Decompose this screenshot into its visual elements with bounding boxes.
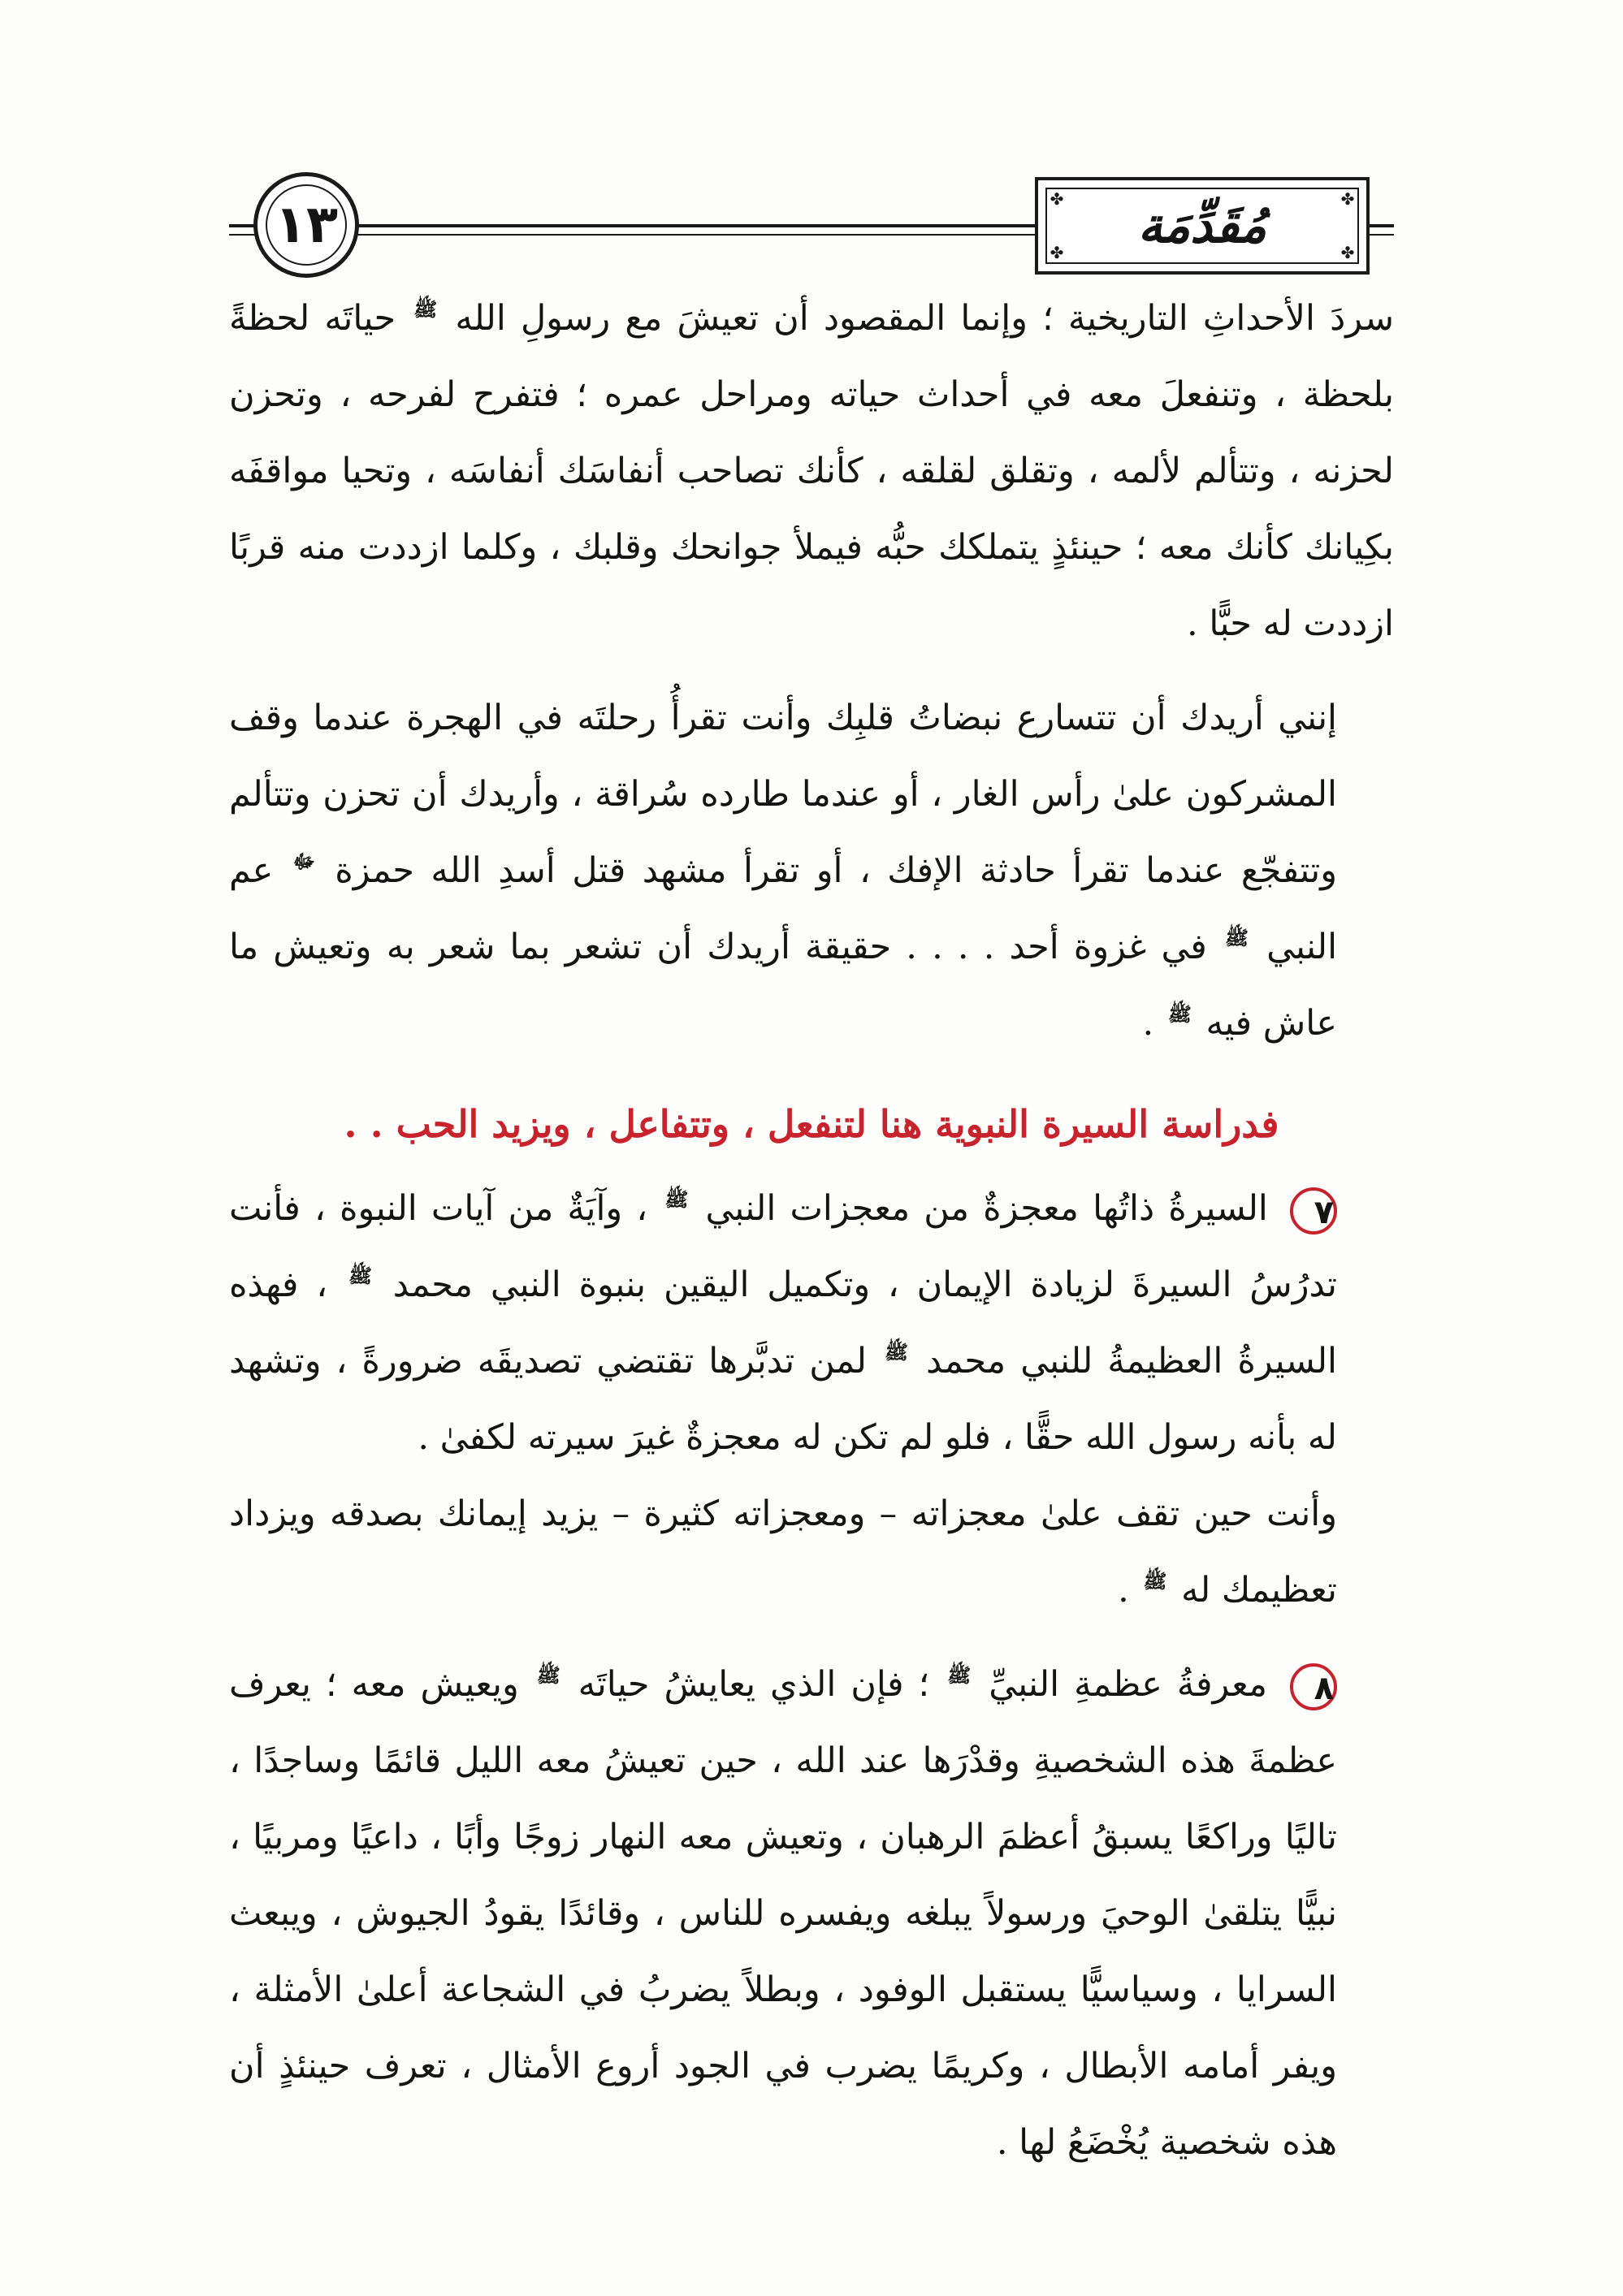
paragraph [229, 280, 1394, 662]
page-number-badge [253, 172, 359, 278]
honorific-symbol: ﷺ [1225, 926, 1249, 950]
honorific-symbol: ﷺ [536, 1663, 560, 1688]
page-number: ١٣ [274, 195, 339, 255]
ornament-icon: ✤ [1340, 243, 1355, 262]
text-run: ، وآيَةٌ من آيات النبوة ، فأنت تدرُسُ السيرةَ لزيادة الإيمان ، وتكميل اليقين بنبوة النبي محمد [229, 1188, 1338, 1305]
page-body [229, 280, 1394, 2181]
paragraph [229, 1646, 1394, 2181]
sub-heading: فدراسة السيرة النبوية هنا لتنفعل ، وتتفاعل ، ويزيد الحب . . [344, 1102, 1279, 1146]
section-title-frame [1035, 177, 1370, 275]
text-run: ، فهذه السيرةُ العظيمةُ للنبي محمد [229, 1265, 1337, 1381]
paragraph [229, 1476, 1394, 1628]
text-run: عم النبي [229, 850, 1338, 967]
honorific-symbol: ﷺ [413, 297, 438, 322]
point-number: ٨ [1290, 1663, 1337, 1710]
ornament-icon: ✤ [1050, 189, 1064, 209]
honorific-symbol: ﷺ [884, 1340, 908, 1364]
honorific-symbol: ﷺ [664, 1187, 689, 1212]
ornament-icon: ✤ [1050, 243, 1064, 262]
text-run: ويعيش معه ؛ يعرف عظمةَ هذه الشخصيةِ وقدْرَها عند الله ، حين تعيشُ معه الليل قائمًا وساجدًا ، تاليًا وراكعًا يسبقُ أعظمَ الرهبان ، وتعيش معه النهار زوجًا وأبًا ، داعيًا ومربيًا ، نبيًّا يتلقىٰ الوحيَ ورسولاً يبلغه ويفسره للناس ، وقائدًا يقودُ الجيوش ، ويبعث السرايا ، وسياسيًّا يستقبل الوفود ، وبطلاً يضربُ في الشجاعة أعلىٰ الأمثلة ، ويفر أمامه الأبطال ، وكريمًا يضرب في الجود أروع الأمثال ، تعرف حينئذٍ أن هذه شخصية يُخْضَعُ لها . [229, 1664, 1337, 2163]
text-run: ؛ فإن الذي يعايشُ حياتَه [578, 1664, 930, 1705]
text-run: في غزوة أحد . . . . حقيقة أريدك أن تشعر بما شعر به وتعيش ما عاش فيه [229, 927, 1337, 1044]
paragraph [229, 1170, 1394, 1476]
text-run: السيرةُ ذاتُها معجزةٌ من معجزات النبي [705, 1188, 1268, 1229]
text-run: وأنت حين تقف علىٰ معجزاته – ومعجزاته كثيرة – يزيد إيمانك بصدقه ويزداد تعظيمك له [229, 1494, 1337, 1611]
text-run: معرفةُ عظمةِ النبيِّ [989, 1664, 1268, 1705]
text-run: سردَ الأحداثِ التاريخية ؛ وإنما المقصود أن تعيشَ مع رسولِ الله [455, 298, 1394, 339]
ornament-icon: ✤ [1340, 189, 1355, 209]
honorific-symbol: ﷻ [292, 850, 315, 874]
text-run: . [1142, 1003, 1154, 1044]
point-number: ٧ [1290, 1187, 1337, 1234]
text-run: لمن تدبَّرها تقتضي تصديقَه ضرورةً ، وتشهد له بأنه رسول الله حقًّا ، فلو لم تكن له معجزةٌ غيرَ سيرته لكفىٰ . [229, 1341, 1337, 1458]
text-run: حياتَه لحظةً بلحظة ، وتنفعلَ معه في أحداث حياته ومراحل عمره ؛ فتفرح لفرحه ، وتحزن لحزنه ، وتتألم لألمه ، وتقلق لقلقه ، كأنك تصاحب أنفاسَك أنفاسَه ، وتحيا مواقفَه بكِيانك كأنك معه ؛ حينئذٍ يتملكك حبُّه فيملأ جوانحك وقلبك ، وكلما ازددت منه قربًا ازددت له حبًّا . [229, 298, 1394, 644]
text-run: . [1118, 1570, 1129, 1611]
honorific-symbol: ﷺ [348, 1264, 372, 1288]
text-run: إنني أريدك أن تتسارع نبضاتُ قلبِك وأنت تقرأُ رحلتَه في الهجرة عندما وقف المشركون علىٰ رأس الغار ، أو عندما طارده سُراقة ، وأريدك أن تحزن وتتألم وتتفجّع عندما تقرأ حادثة الإفك ، أو تقرأ مشهد قتل أسدِ الله حمزة [229, 698, 1338, 891]
paragraph [229, 680, 1394, 1062]
section-title: مُقَدِّمَة [1137, 197, 1267, 254]
page-header [0, 154, 1623, 268]
honorific-symbol: ﷺ [947, 1663, 972, 1688]
honorific-symbol: ﷺ [1143, 1569, 1167, 1593]
honorific-symbol: ﷺ [1167, 1002, 1192, 1027]
